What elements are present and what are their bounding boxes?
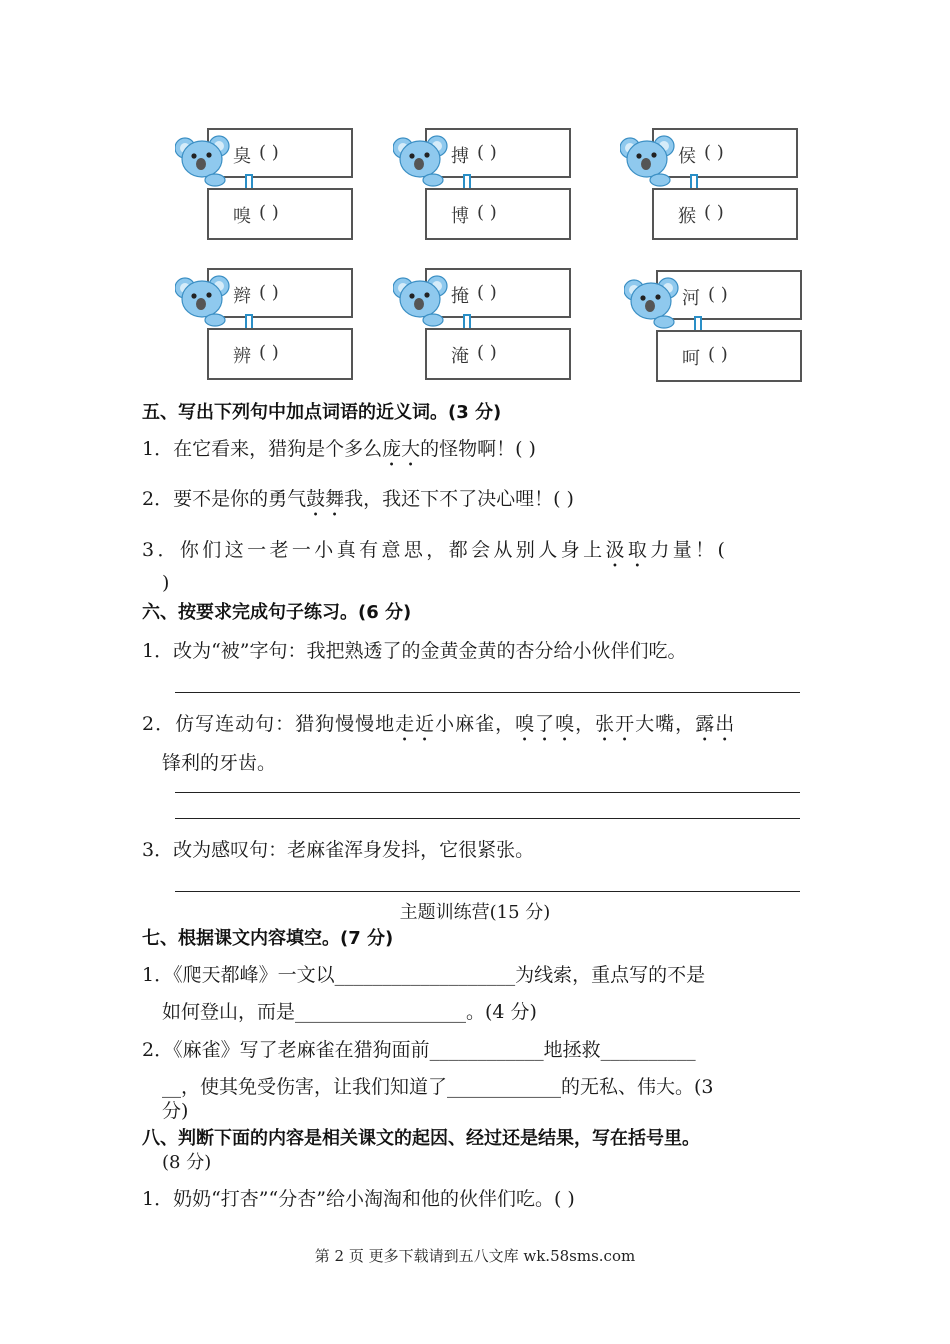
question-text-answer[interactable]: 力量！( bbox=[650, 539, 729, 561]
question-text-answer[interactable]: 我，我还下不了决心哩！( ) bbox=[344, 488, 574, 510]
answer-paren[interactable]: ( ) bbox=[708, 344, 728, 365]
answer-box bbox=[652, 188, 798, 240]
section-5-question-3 bbox=[142, 535, 728, 572]
koala-pair bbox=[175, 128, 365, 246]
answer-paren[interactable]: ( ) bbox=[704, 142, 724, 163]
question-text: 1．在它看来，猎狗是个多么 bbox=[142, 438, 383, 460]
answer-paren[interactable]: ( ) bbox=[259, 142, 279, 163]
dotted-word: 张开 bbox=[595, 713, 636, 735]
dotted-word: 露出 bbox=[695, 713, 736, 735]
dotted-word: 走近 bbox=[395, 713, 436, 735]
koala-icon bbox=[175, 272, 235, 330]
dotted-word: 庞大 bbox=[382, 438, 421, 460]
section-6-question-3: 3．改为感叹句：老麻雀浑身发抖，它很紧张。 bbox=[142, 839, 535, 861]
question-text: 3．你们这一老一小真有意思，都会从别人身上 bbox=[142, 539, 606, 561]
section-7-question-2[interactable]: 2．《麻雀》写了老麻雀在猎狗面前____________地拯救__________ bbox=[142, 1039, 696, 1061]
character: 猴 bbox=[678, 206, 696, 227]
answer-box bbox=[207, 188, 353, 240]
character: 博 bbox=[451, 206, 469, 227]
koala-pair bbox=[393, 128, 583, 246]
section-6-title: 六、按要求完成句子练习。(6 分) bbox=[142, 602, 412, 623]
question-text: 2．仿写连动句：猎狗慢慢地 bbox=[142, 713, 396, 735]
koala-icon bbox=[393, 132, 453, 190]
section-8-question-1[interactable]: 1．奶奶“打杏”“分杏”给小淘淘和他的伙伴们吃。( ) bbox=[142, 1188, 575, 1210]
answer-box bbox=[207, 328, 353, 380]
answer-paren-close: ) bbox=[162, 572, 170, 594]
character: 淹 bbox=[451, 346, 469, 367]
character: 呵 bbox=[682, 348, 700, 369]
character: 河 bbox=[682, 288, 700, 309]
answer-paren[interactable]: ( ) bbox=[477, 202, 497, 223]
answer-box bbox=[425, 188, 571, 240]
section-5-question-2 bbox=[142, 484, 574, 521]
answer-paren[interactable]: ( ) bbox=[259, 282, 279, 303]
character: 侯 bbox=[678, 146, 696, 167]
section-6-question-2 bbox=[142, 709, 735, 746]
section-6-question-1: 1．改为“被”字句：我把熟透了的金黄金黄的杏分给小伙伴们吃。 bbox=[142, 640, 687, 662]
koala-pair bbox=[175, 268, 365, 386]
section-5-title: 五、写出下列句中加点词语的近义词。(3 分) bbox=[142, 402, 502, 423]
answer-paren[interactable]: ( ) bbox=[259, 202, 279, 223]
koala-icon bbox=[620, 132, 680, 190]
question-continuation[interactable]: 如何登山，而是__________________。(4 分) bbox=[162, 1001, 537, 1023]
character: 辨 bbox=[233, 346, 251, 367]
answer-paren[interactable]: ( ) bbox=[704, 202, 724, 223]
answer-line[interactable] bbox=[175, 692, 800, 693]
answer-paren[interactable]: ( ) bbox=[477, 142, 497, 163]
question-continuation[interactable]: __，使其免受伤害，让我们知道了____________的无私、伟大。(3 bbox=[162, 1076, 714, 1098]
answer-box bbox=[656, 330, 802, 382]
section-subtitle: 主题训练营(15 分) bbox=[399, 902, 551, 923]
koala-icon bbox=[393, 272, 453, 330]
section-7-question-1[interactable]: 1．《爬天都峰》一文以___________________为线索，重点写的不是 bbox=[142, 964, 706, 986]
character: 臭 bbox=[233, 146, 251, 167]
question-continuation: 锋利的牙齿。 bbox=[162, 752, 277, 774]
section-8-title-cont: (8 分) bbox=[162, 1152, 212, 1173]
question-continuation: 分) bbox=[162, 1100, 189, 1122]
koala-pair bbox=[624, 270, 814, 388]
dotted-word: 汲取 bbox=[605, 539, 651, 561]
answer-paren[interactable]: ( ) bbox=[477, 342, 497, 363]
koala-icon bbox=[175, 132, 235, 190]
question-text-answer[interactable]: 的怪物啊！( ) bbox=[420, 438, 536, 460]
dotted-word: 嗅了嗅 bbox=[515, 713, 576, 735]
question-text: 小麻雀， bbox=[435, 713, 516, 735]
question-text: 2．要不是你的勇气 bbox=[142, 488, 307, 510]
answer-box bbox=[425, 328, 571, 380]
page-footer: 第 2 页 更多下载请到五八文库 wk.58sms.com bbox=[314, 1247, 636, 1265]
koala-pair bbox=[393, 268, 583, 386]
character: 掩 bbox=[451, 286, 469, 307]
answer-paren[interactable]: ( ) bbox=[708, 284, 728, 305]
answer-line[interactable] bbox=[175, 818, 800, 819]
answer-paren[interactable]: ( ) bbox=[259, 342, 279, 363]
dotted-word: 鼓舞 bbox=[306, 488, 345, 510]
character: 嗅 bbox=[233, 206, 251, 227]
question-text: 大嘴， bbox=[635, 713, 696, 735]
answer-line[interactable] bbox=[175, 792, 800, 793]
answer-paren[interactable]: ( ) bbox=[477, 282, 497, 303]
answer-line[interactable] bbox=[175, 891, 800, 892]
section-8-title: 八、判断下面的内容是相关课文的起因、经过还是结果，写在括号里。 bbox=[142, 1128, 700, 1149]
character: 辫 bbox=[233, 286, 251, 307]
koala-icon bbox=[624, 274, 684, 332]
section-7-title: 七、根据课文内容填空。(7 分) bbox=[142, 928, 394, 949]
koala-pair bbox=[620, 128, 810, 246]
character: 搏 bbox=[451, 146, 469, 167]
section-5-question-1 bbox=[142, 434, 536, 471]
question-text: ， bbox=[575, 713, 596, 735]
